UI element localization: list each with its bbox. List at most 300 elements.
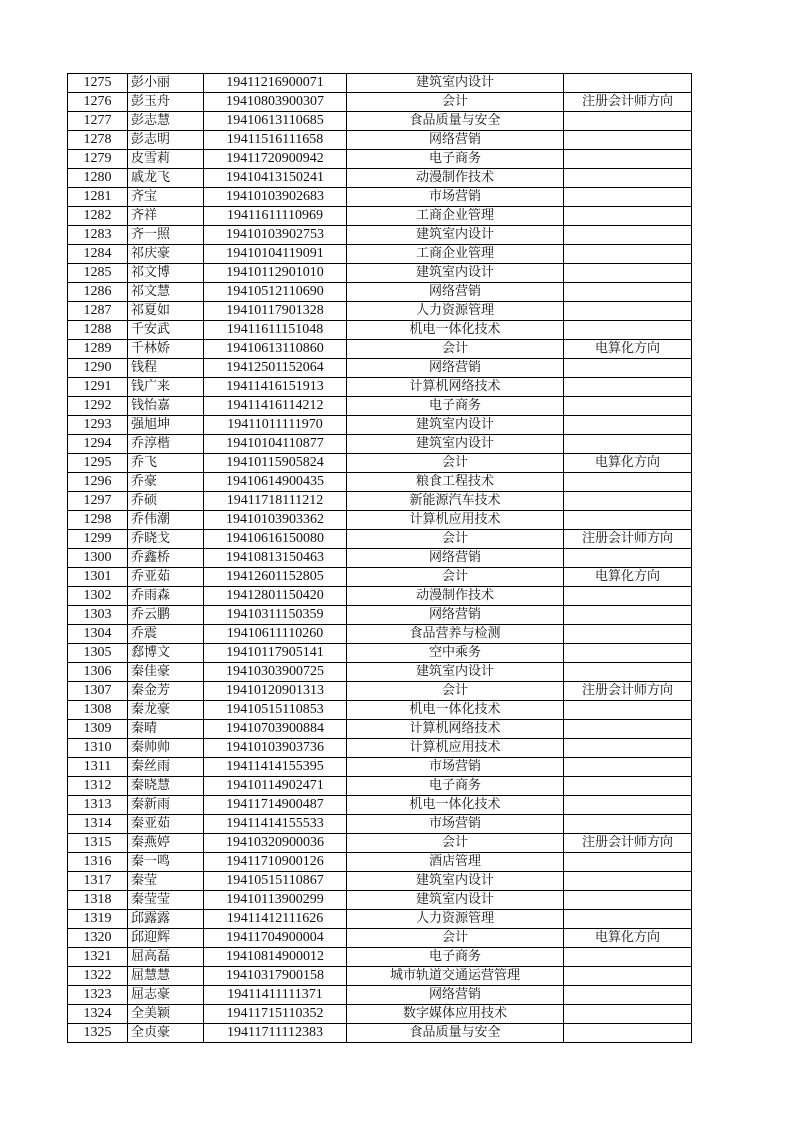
direction-cell <box>564 872 692 891</box>
student-name-cell: 秦新雨 <box>128 796 204 815</box>
row-number-cell: 1307 <box>68 682 128 701</box>
table-row <box>68 112 692 131</box>
table-row <box>68 416 692 435</box>
row-number-cell: 1287 <box>68 302 128 321</box>
student-name-cell: 戚龙飞 <box>128 169 204 188</box>
row-number-cell: 1286 <box>68 283 128 302</box>
direction-cell <box>564 226 692 245</box>
table-row <box>68 340 692 359</box>
table-row <box>68 511 692 530</box>
major-cell: 建筑室内设计 <box>347 264 564 283</box>
student-id-cell: 19411714900487 <box>204 796 347 815</box>
table-row <box>68 872 692 891</box>
direction-cell: 注册会计师方向 <box>564 93 692 112</box>
table-row <box>68 891 692 910</box>
row-number-cell: 1277 <box>68 112 128 131</box>
major-cell: 会计 <box>347 682 564 701</box>
row-number-cell: 1278 <box>68 131 128 150</box>
row-number-cell: 1320 <box>68 929 128 948</box>
row-number-cell: 1312 <box>68 777 128 796</box>
direction-cell <box>564 587 692 606</box>
row-number-cell: 1316 <box>68 853 128 872</box>
direction-cell <box>564 283 692 302</box>
direction-cell <box>564 416 692 435</box>
direction-cell <box>564 625 692 644</box>
row-number-cell: 1297 <box>68 492 128 511</box>
direction-cell <box>564 701 692 720</box>
direction-cell <box>564 720 692 739</box>
table-row <box>68 663 692 682</box>
major-cell: 人力资源管理 <box>347 910 564 929</box>
student-name-cell: 乔雨森 <box>128 587 204 606</box>
major-cell: 网络营销 <box>347 283 564 302</box>
student-name-cell: 齐宝 <box>128 188 204 207</box>
direction-cell <box>564 435 692 454</box>
major-cell: 食品营养与检测 <box>347 625 564 644</box>
student-name-cell: 乔飞 <box>128 454 204 473</box>
table-row <box>68 321 692 340</box>
student-id-cell: 19411416151913 <box>204 378 347 397</box>
student-name-cell: 秦佳豪 <box>128 663 204 682</box>
direction-cell <box>564 777 692 796</box>
student-roster-table <box>67 73 692 1043</box>
row-number-cell: 1279 <box>68 150 128 169</box>
direction-cell <box>564 511 692 530</box>
student-name-cell: 祁文慧 <box>128 283 204 302</box>
major-cell: 机电一体化技术 <box>347 321 564 340</box>
table-row <box>68 245 692 264</box>
direction-cell <box>564 891 692 910</box>
row-number-cell: 1301 <box>68 568 128 587</box>
table-row <box>68 720 692 739</box>
direction-cell <box>564 549 692 568</box>
direction-cell: 电算化方向 <box>564 929 692 948</box>
student-name-cell: 乔晓戈 <box>128 530 204 549</box>
table-row <box>68 1024 692 1043</box>
direction-cell <box>564 796 692 815</box>
major-cell: 建筑室内设计 <box>347 891 564 910</box>
table-row <box>68 606 692 625</box>
student-id-cell: 19410613110860 <box>204 340 347 359</box>
student-name-cell: 秦晴 <box>128 720 204 739</box>
row-number-cell: 1319 <box>68 910 128 929</box>
row-number-cell: 1304 <box>68 625 128 644</box>
student-id-cell: 19410616150080 <box>204 530 347 549</box>
student-name-cell: 秦燕婷 <box>128 834 204 853</box>
direction-cell <box>564 188 692 207</box>
row-number-cell: 1276 <box>68 93 128 112</box>
major-cell: 数字媒体应用技术 <box>347 1005 564 1024</box>
student-id-cell: 19410320900036 <box>204 834 347 853</box>
student-name-cell: 千安武 <box>128 321 204 340</box>
student-id-cell: 19410413150241 <box>204 169 347 188</box>
row-number-cell: 1313 <box>68 796 128 815</box>
direction-cell <box>564 378 692 397</box>
direction-cell <box>564 492 692 511</box>
row-number-cell: 1292 <box>68 397 128 416</box>
direction-cell <box>564 131 692 150</box>
direction-cell <box>564 1024 692 1043</box>
table-row <box>68 435 692 454</box>
direction-cell: 电算化方向 <box>564 340 692 359</box>
row-number-cell: 1282 <box>68 207 128 226</box>
student-name-cell: 秦晓慧 <box>128 777 204 796</box>
major-cell: 空中乘务 <box>347 644 564 663</box>
student-name-cell: 齐祥 <box>128 207 204 226</box>
direction-cell: 注册会计师方向 <box>564 530 692 549</box>
table-row <box>68 530 692 549</box>
student-id-cell: 19410103902753 <box>204 226 347 245</box>
direction-cell: 注册会计师方向 <box>564 834 692 853</box>
student-name-cell: 乔淳楷 <box>128 435 204 454</box>
major-cell: 人力资源管理 <box>347 302 564 321</box>
student-id-cell: 19412501152064 <box>204 359 347 378</box>
major-cell: 会计 <box>347 568 564 587</box>
direction-cell <box>564 150 692 169</box>
student-id-cell: 19410114902471 <box>204 777 347 796</box>
direction-cell <box>564 739 692 758</box>
direction-cell <box>564 758 692 777</box>
table-row <box>68 454 692 473</box>
major-cell: 新能源汽车技术 <box>347 492 564 511</box>
student-id-cell: 19412801150420 <box>204 587 347 606</box>
student-name-cell: 彭志明 <box>128 131 204 150</box>
direction-cell <box>564 663 692 682</box>
student-id-cell: 19411414155533 <box>204 815 347 834</box>
student-name-cell: 秦帅帅 <box>128 739 204 758</box>
student-id-cell: 19410303900725 <box>204 663 347 682</box>
major-cell: 市场营销 <box>347 758 564 777</box>
major-cell: 建筑室内设计 <box>347 74 564 93</box>
major-cell: 会计 <box>347 834 564 853</box>
student-name-cell: 钱程 <box>128 359 204 378</box>
student-id-cell: 19410515110853 <box>204 701 347 720</box>
major-cell: 食品质量与安全 <box>347 1024 564 1043</box>
major-cell: 建筑室内设计 <box>347 416 564 435</box>
student-id-cell: 19410813150463 <box>204 549 347 568</box>
table-row <box>68 834 692 853</box>
student-name-cell: 秦亚茹 <box>128 815 204 834</box>
student-id-cell: 19410814900012 <box>204 948 347 967</box>
row-number-cell: 1314 <box>68 815 128 834</box>
major-cell: 工商企业管理 <box>347 207 564 226</box>
row-number-cell: 1323 <box>68 986 128 1005</box>
student-id-cell: 19410104119091 <box>204 245 347 264</box>
student-name-cell: 皮雪莉 <box>128 150 204 169</box>
direction-cell <box>564 853 692 872</box>
student-name-cell: 秦一鸣 <box>128 853 204 872</box>
direction-cell <box>564 1005 692 1024</box>
student-id-cell: 19411611151048 <box>204 321 347 340</box>
direction-cell <box>564 264 692 283</box>
student-name-cell: 邱露露 <box>128 910 204 929</box>
student-id-cell: 19411704900004 <box>204 929 347 948</box>
table-row <box>68 758 692 777</box>
direction-cell <box>564 473 692 492</box>
student-name-cell: 彭小丽 <box>128 74 204 93</box>
student-name-cell: 乔鑫桥 <box>128 549 204 568</box>
direction-cell <box>564 245 692 264</box>
table-row <box>68 967 692 986</box>
student-id-cell: 19410115905824 <box>204 454 347 473</box>
student-name-cell: 全美颖 <box>128 1005 204 1024</box>
table-row <box>68 473 692 492</box>
student-name-cell: 千林娇 <box>128 340 204 359</box>
row-number-cell: 1280 <box>68 169 128 188</box>
row-number-cell: 1318 <box>68 891 128 910</box>
major-cell: 城市轨道交通运营管理 <box>347 967 564 986</box>
student-name-cell: 乔云鹏 <box>128 606 204 625</box>
direction-cell <box>564 359 692 378</box>
direction-cell <box>564 74 692 93</box>
table-row <box>68 796 692 815</box>
student-id-cell: 19411416114212 <box>204 397 347 416</box>
student-id-cell: 19410117905141 <box>204 644 347 663</box>
direction-cell <box>564 606 692 625</box>
student-name-cell: 乔亚茹 <box>128 568 204 587</box>
direction-cell <box>564 967 692 986</box>
student-id-cell: 19411720900942 <box>204 150 347 169</box>
student-id-cell: 19410117901328 <box>204 302 347 321</box>
row-number-cell: 1291 <box>68 378 128 397</box>
table-row <box>68 815 692 834</box>
direction-cell <box>564 910 692 929</box>
student-name-cell: 乔伟潮 <box>128 511 204 530</box>
student-id-cell: 19411516111658 <box>204 131 347 150</box>
direction-cell <box>564 207 692 226</box>
major-cell: 计算机应用技术 <box>347 511 564 530</box>
major-cell: 酒店管理 <box>347 853 564 872</box>
row-number-cell: 1317 <box>68 872 128 891</box>
table-row <box>68 397 692 416</box>
student-id-cell: 19410103902683 <box>204 188 347 207</box>
major-cell: 建筑室内设计 <box>347 435 564 454</box>
student-id-cell: 19412601152805 <box>204 568 347 587</box>
direction-cell: 电算化方向 <box>564 568 692 587</box>
direction-cell <box>564 321 692 340</box>
major-cell: 电子商务 <box>347 397 564 416</box>
direction-cell <box>564 815 692 834</box>
student-name-cell: 祁文博 <box>128 264 204 283</box>
table-row <box>68 587 692 606</box>
row-number-cell: 1322 <box>68 967 128 986</box>
table-row <box>68 169 692 188</box>
major-cell: 动漫制作技术 <box>347 587 564 606</box>
direction-cell <box>564 986 692 1005</box>
student-name-cell: 祁夏如 <box>128 302 204 321</box>
student-name-cell: 秦莹 <box>128 872 204 891</box>
table-row <box>68 948 692 967</box>
student-id-cell: 19410113900299 <box>204 891 347 910</box>
student-name-cell: 乔震 <box>128 625 204 644</box>
major-cell: 机电一体化技术 <box>347 701 564 720</box>
student-id-cell: 19411611110969 <box>204 207 347 226</box>
table-row <box>68 853 692 872</box>
major-cell: 计算机网络技术 <box>347 378 564 397</box>
student-id-cell: 19411411111371 <box>204 986 347 1005</box>
row-number-cell: 1296 <box>68 473 128 492</box>
row-number-cell: 1306 <box>68 663 128 682</box>
table-row <box>68 302 692 321</box>
row-number-cell: 1298 <box>68 511 128 530</box>
row-number-cell: 1325 <box>68 1024 128 1043</box>
major-cell: 计算机网络技术 <box>347 720 564 739</box>
student-id-cell: 19411216900071 <box>204 74 347 93</box>
student-id-cell: 19410104110877 <box>204 435 347 454</box>
major-cell: 会计 <box>347 929 564 948</box>
table-row <box>68 131 692 150</box>
table-row <box>68 150 692 169</box>
student-id-cell: 19411412111626 <box>204 910 347 929</box>
student-name-cell: 全贞豪 <box>128 1024 204 1043</box>
student-id-cell: 19410103903362 <box>204 511 347 530</box>
row-number-cell: 1293 <box>68 416 128 435</box>
direction-cell <box>564 948 692 967</box>
row-number-cell: 1308 <box>68 701 128 720</box>
major-cell: 网络营销 <box>347 549 564 568</box>
table-row <box>68 207 692 226</box>
row-number-cell: 1309 <box>68 720 128 739</box>
student-id-cell: 19410515110867 <box>204 872 347 891</box>
student-name-cell: 乔硕 <box>128 492 204 511</box>
table-row <box>68 986 692 1005</box>
student-name-cell: 邱迎辉 <box>128 929 204 948</box>
major-cell: 网络营销 <box>347 606 564 625</box>
student-id-cell: 19410613110685 <box>204 112 347 131</box>
row-number-cell: 1300 <box>68 549 128 568</box>
table-row <box>68 74 692 93</box>
table-row <box>68 283 692 302</box>
table-row <box>68 359 692 378</box>
student-name-cell: 齐一照 <box>128 226 204 245</box>
major-cell: 市场营销 <box>347 815 564 834</box>
student-id-cell: 19411715110352 <box>204 1005 347 1024</box>
student-name-cell: 屈高磊 <box>128 948 204 967</box>
table-row <box>68 93 692 112</box>
table-row <box>68 701 692 720</box>
student-name-cell: 秦龙豪 <box>128 701 204 720</box>
student-id-cell: 19411011111970 <box>204 416 347 435</box>
student-name-cell: 郄博文 <box>128 644 204 663</box>
row-number-cell: 1321 <box>68 948 128 967</box>
major-cell: 建筑室内设计 <box>347 872 564 891</box>
major-cell: 会计 <box>347 340 564 359</box>
student-name-cell: 乔豪 <box>128 473 204 492</box>
major-cell: 网络营销 <box>347 131 564 150</box>
major-cell: 会计 <box>347 93 564 112</box>
table-row <box>68 910 692 929</box>
row-number-cell: 1288 <box>68 321 128 340</box>
major-cell: 网络营销 <box>347 359 564 378</box>
major-cell: 网络营销 <box>347 986 564 1005</box>
student-name-cell: 秦丝雨 <box>128 758 204 777</box>
student-name-cell: 秦莹莹 <box>128 891 204 910</box>
table-row <box>68 492 692 511</box>
direction-cell <box>564 302 692 321</box>
table-row <box>68 226 692 245</box>
major-cell: 电子商务 <box>347 777 564 796</box>
student-name-cell: 屈慧慧 <box>128 967 204 986</box>
major-cell: 食品质量与安全 <box>347 112 564 131</box>
student-id-cell: 19411711112383 <box>204 1024 347 1043</box>
major-cell: 电子商务 <box>347 948 564 967</box>
direction-cell: 电算化方向 <box>564 454 692 473</box>
row-number-cell: 1311 <box>68 758 128 777</box>
row-number-cell: 1285 <box>68 264 128 283</box>
table-row <box>68 739 692 758</box>
row-number-cell: 1299 <box>68 530 128 549</box>
student-name-cell: 强旭坤 <box>128 416 204 435</box>
student-id-cell: 19410611110260 <box>204 625 347 644</box>
table-row <box>68 929 692 948</box>
student-name-cell: 彭志慧 <box>128 112 204 131</box>
row-number-cell: 1295 <box>68 454 128 473</box>
direction-cell <box>564 112 692 131</box>
student-name-cell: 祁庆豪 <box>128 245 204 264</box>
table-row <box>68 777 692 796</box>
table-row <box>68 1005 692 1024</box>
major-cell: 建筑室内设计 <box>347 226 564 245</box>
row-number-cell: 1310 <box>68 739 128 758</box>
table-row <box>68 378 692 397</box>
major-cell: 粮食工程技术 <box>347 473 564 492</box>
student-name-cell: 秦金芳 <box>128 682 204 701</box>
roster-body <box>68 74 692 1043</box>
student-name-cell: 彭玉舟 <box>128 93 204 112</box>
row-number-cell: 1324 <box>68 1005 128 1024</box>
student-id-cell: 19410120901313 <box>204 682 347 701</box>
student-id-cell: 19410311150359 <box>204 606 347 625</box>
table-row <box>68 568 692 587</box>
student-id-cell: 19411414155395 <box>204 758 347 777</box>
row-number-cell: 1275 <box>68 74 128 93</box>
table-row <box>68 644 692 663</box>
table-row <box>68 682 692 701</box>
table-row <box>68 549 692 568</box>
major-cell: 电子商务 <box>347 150 564 169</box>
student-id-cell: 19410512110690 <box>204 283 347 302</box>
row-number-cell: 1302 <box>68 587 128 606</box>
table-row <box>68 264 692 283</box>
student-id-cell: 19410703900884 <box>204 720 347 739</box>
student-id-cell: 19410614900435 <box>204 473 347 492</box>
student-id-cell: 19410103903736 <box>204 739 347 758</box>
major-cell: 建筑室内设计 <box>347 663 564 682</box>
row-number-cell: 1283 <box>68 226 128 245</box>
student-id-cell: 19411710900126 <box>204 853 347 872</box>
student-name-cell: 屈志豪 <box>128 986 204 1005</box>
major-cell: 计算机应用技术 <box>347 739 564 758</box>
row-number-cell: 1290 <box>68 359 128 378</box>
table-row <box>68 188 692 207</box>
row-number-cell: 1284 <box>68 245 128 264</box>
major-cell: 会计 <box>347 530 564 549</box>
student-id-cell: 19410803900307 <box>204 93 347 112</box>
table-row <box>68 625 692 644</box>
student-id-cell: 19410317900158 <box>204 967 347 986</box>
direction-cell <box>564 397 692 416</box>
direction-cell <box>564 644 692 663</box>
major-cell: 工商企业管理 <box>347 245 564 264</box>
major-cell: 机电一体化技术 <box>347 796 564 815</box>
row-number-cell: 1305 <box>68 644 128 663</box>
major-cell: 动漫制作技术 <box>347 169 564 188</box>
row-number-cell: 1315 <box>68 834 128 853</box>
major-cell: 会计 <box>347 454 564 473</box>
row-number-cell: 1303 <box>68 606 128 625</box>
direction-cell: 注册会计师方向 <box>564 682 692 701</box>
row-number-cell: 1294 <box>68 435 128 454</box>
